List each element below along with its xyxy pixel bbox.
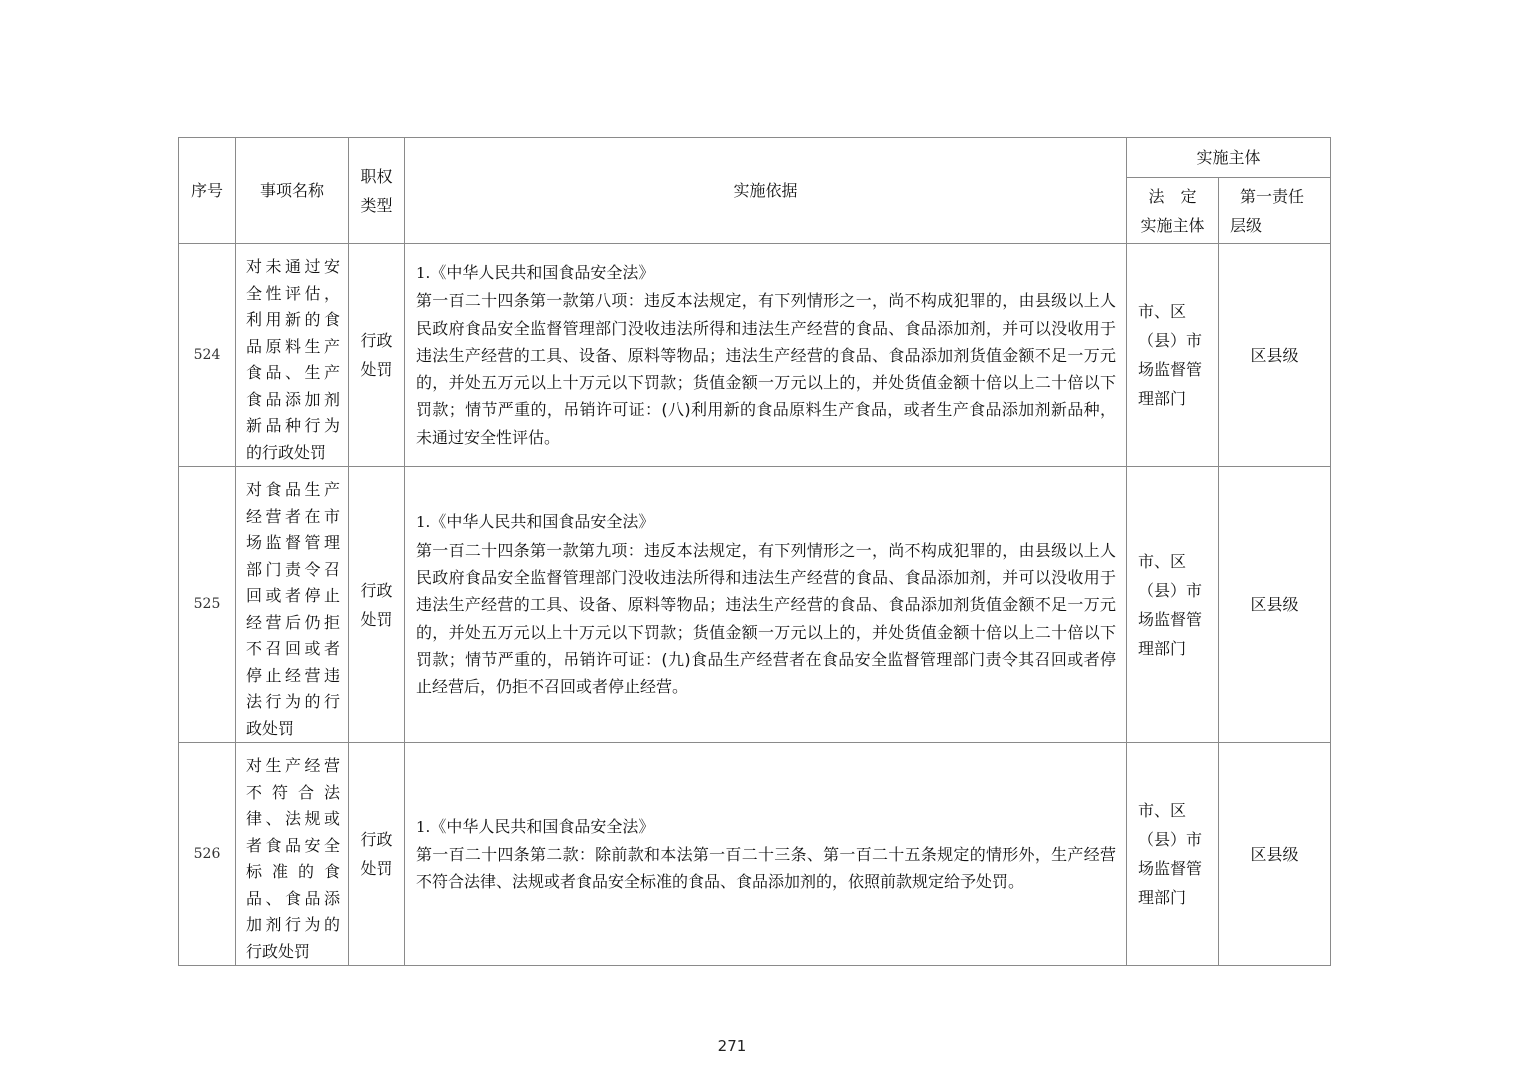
header-item-name: 事项名称: [236, 138, 349, 244]
row-seq: 525: [179, 467, 236, 743]
header-legal-subject-line1: 法 定: [1148, 186, 1197, 206]
header-seq: 序号: [179, 138, 236, 244]
row-type-line1: 行政: [360, 830, 393, 849]
law-number: 1.: [416, 263, 431, 282]
row-type-line2: 处罚: [360, 360, 393, 379]
row-basis: [405, 467, 1127, 743]
row-first-level: 区县级: [1219, 743, 1331, 966]
header-authority-type-line2: 类型: [360, 195, 393, 215]
law-title: 《中华人民共和国食品安全法》: [430, 512, 655, 532]
header-legal-subject-line2: 实施主体: [1140, 215, 1205, 235]
row-type-line1: 行政: [360, 580, 393, 600]
row-authority-type: [349, 743, 405, 966]
law-number: 1.: [416, 513, 431, 532]
row-first-level: 区县级: [1219, 244, 1331, 467]
row-item-name: 对生产经营不符合法律、法规或者食品安全标准的食品、食品添加剂行为的行政处罚: [236, 743, 349, 966]
header-first-level: [1219, 178, 1331, 244]
law-reference: [416, 259, 1116, 287]
header-basis: 实施依据: [405, 138, 1127, 244]
row-authority-type: [349, 244, 405, 467]
row-type-line2: 处罚: [360, 859, 393, 878]
header-subject-group: 实施主体: [1127, 138, 1331, 178]
row-seq: 524: [179, 244, 236, 467]
law-reference: [416, 508, 1116, 536]
header-legal-subject: [1127, 178, 1219, 244]
row-legal-subject: 市、区（县）市场监督管理部门: [1127, 467, 1219, 743]
row-type-line2: 处罚: [360, 609, 393, 629]
law-number: 1.: [416, 817, 431, 836]
header-authority-type-line1: 职权: [360, 166, 393, 186]
header-first-level-line1: 第一责任: [1240, 186, 1305, 206]
row-basis: [405, 244, 1127, 467]
header-authority-type: [349, 138, 405, 244]
row-legal-subject: 市、区（县）市场监督管理部门: [1127, 244, 1219, 467]
row-seq: 526: [179, 743, 236, 966]
row-legal-subject: 市、区（县）市场监督管理部门: [1127, 743, 1219, 966]
table-row: [179, 244, 1331, 467]
basis-text: 第一百二十四条第一款第八项：违反本法规定，有下列情形之一，尚不构成犯罪的，由县级以上人民政府食品安全监督管理部门没收违法所得和违法生产经营的食品、食品添加剂，并可以没收用于违法生产经营的工具、设备、原料等物品；违法生产经营的食品、食品添加剂货值金额不足一万元的，并处五万元以上十万元以下罚款；货值金额一万元以上的，并处货值金额十倍以上二十倍以下罚款；情节严重的，吊销许可证：(八)利用新的食品原料生产食品，或者生产食品添加剂新品种，未通过安全性评估。: [416, 291, 1116, 447]
row-authority-type: [349, 467, 405, 743]
law-title: 《中华人民共和国食品安全法》: [430, 816, 655, 836]
enforcement-items-table: [178, 137, 1331, 966]
table-row: [179, 467, 1331, 743]
page-number: 271: [717, 1037, 747, 1055]
basis-text: 第一百二十四条第一款第九项：违反本法规定，有下列情形之一，尚不构成犯罪的，由县级以上人民政府食品安全监督管理部门没收违法所得和违法生产经营的食品、食品添加剂，并可以没收用于违法生产经营的工具、设备、原料等物品；违法生产经营的食品、食品添加剂货值金额不足一万元的，并处五万元以上十万元以下罚款；货值金额一万元以上的，并处货值金额十倍以上二十倍以下罚款；情节严重的，吊销许可证：(九)食品生产经营者在食品安全监督管理部门责令其召回或者停止经营后，仍拒不召回或者停止经营。: [416, 540, 1116, 697]
basis-text: 第一百二十四条第二款：除前款和本法第一百二十三条、第一百二十五条规定的情形外，生产经营不符合法律、法规或者食品安全标准的食品、食品添加剂的，依照前款规定给予处罚。: [416, 844, 1116, 892]
row-first-level: 区县级: [1219, 467, 1331, 743]
header-first-level-line2: 层级: [1230, 215, 1263, 235]
row-type-line1: 行政: [360, 331, 393, 350]
table-row: [179, 743, 1331, 966]
row-basis: [405, 743, 1127, 966]
row-item-name: 对食品生产经营者在市场监督管理部门责令召回或者停止经营后仍拒不召回或者停止经营违法行为的行政处罚: [236, 467, 349, 743]
law-reference: [416, 813, 1116, 841]
row-item-name: 对未通过安全性评估，利用新的食品原料生产食品、生产食品添加剂新品种行为的行政处罚: [236, 244, 349, 467]
law-title: 《中华人民共和国食品安全法》: [430, 262, 655, 282]
